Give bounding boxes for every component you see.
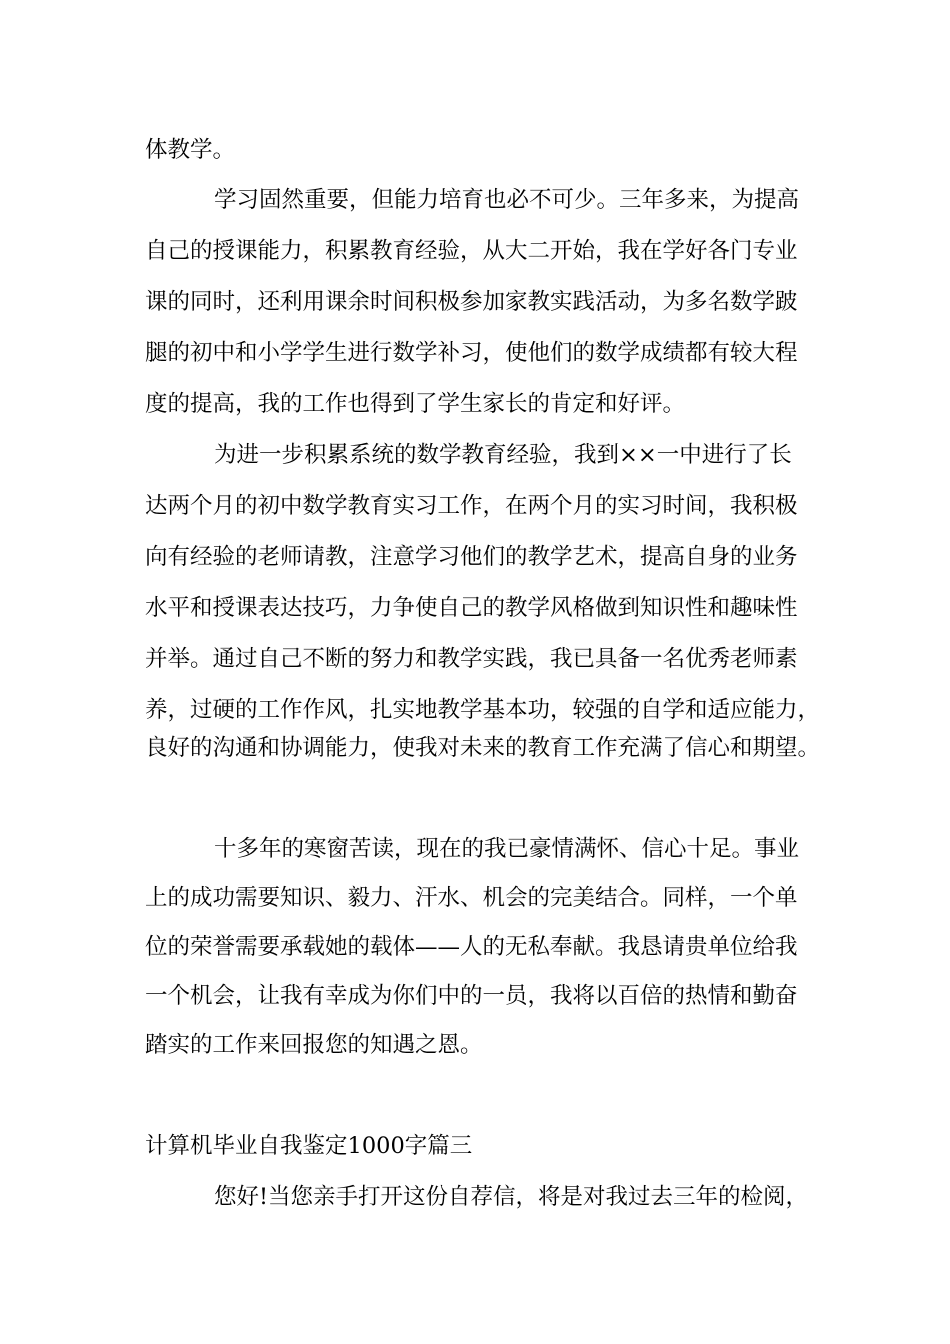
text-line: 并举。通过自己不断的努力和教学实践，我已具备一名优秀老师素	[145, 646, 798, 672]
paragraph-line	[0, 1025, 950, 1065]
paragraph-line	[0, 231, 950, 271]
text-line: 向有经验的老师请教，注意学习他们的教学艺术，提高自身的业务	[145, 544, 798, 570]
text-line: 课的同时，还利用课余时间积极参加家教实践活动，为多名数学跛	[145, 289, 798, 315]
text-line: 水平和授课表达技巧，力争使自己的教学风格做到知识性和趣味性	[145, 595, 798, 621]
text-line: 一个机会，让我有幸成为你们中的一员，我将以百倍的热情和勤奋	[145, 983, 798, 1009]
text-line: 良好的沟通和协调能力，使我对未来的教育工作充满了信心和期望。	[145, 735, 821, 761]
section-heading-text: 计算机毕业自我鉴定1000字篇三	[145, 1133, 473, 1159]
paragraph-line	[0, 435, 950, 475]
section-heading	[0, 1126, 950, 1166]
text-line: 养，过硬的工作作风，扎实地教学基本功，较强的自学和适应能力，	[145, 697, 821, 723]
paragraph-line	[0, 927, 950, 967]
paragraph-line	[0, 537, 950, 577]
paragraph-line	[0, 1177, 950, 1217]
paragraph-line	[0, 180, 950, 220]
paragraph-line	[0, 384, 950, 424]
text-line: 体教学。	[145, 137, 236, 163]
paragraph-line	[0, 282, 950, 322]
paragraph-line	[0, 486, 950, 526]
text-line: 学习固然重要，但能力培育也必不可少。三年多来，为提高	[214, 187, 800, 213]
text-line: 腿的初中和小学学生进行数学补习，使他们的数学成绩都有较大程	[145, 340, 798, 366]
paragraph-line	[0, 333, 950, 373]
paragraph-line	[0, 639, 950, 679]
text-line: 上的成功需要知识、毅力、汗水、机会的完美结合。同样，一个单	[145, 885, 798, 911]
paragraph-line	[0, 878, 950, 918]
text-line: 达两个月的初中数学教育实习工作，在两个月的实习时间，我积极	[145, 493, 798, 519]
text-line: 为进一步积累系统的数学教育经验，我到××一中进行了长	[214, 442, 792, 468]
paragraph-line	[0, 976, 950, 1016]
text-line: 自己的授课能力，积累教育经验，从大二开始，我在学好各门专业	[145, 238, 798, 264]
paragraph-line	[0, 588, 950, 628]
paragraph-line	[0, 690, 950, 730]
text-line: 度的提高，我的工作也得到了学生家长的肯定和好评。	[145, 391, 686, 417]
text-line: 位的荣誉需要承载她的载体——人的无私奉献。我恳请贵单位给我	[145, 934, 798, 960]
text-line: 踏实的工作来回报您的知遇之恩。	[145, 1032, 483, 1058]
text-line: 十多年的寒窗苦读，现在的我已豪情满怀、信心十足。事业	[214, 836, 800, 862]
paragraph-line	[0, 728, 950, 768]
paragraph-line	[0, 829, 950, 869]
text-line: 您好!当您亲手打开这份自荐信，将是对我过去三年的检阅，	[214, 1184, 809, 1210]
paragraph-line	[0, 130, 950, 170]
